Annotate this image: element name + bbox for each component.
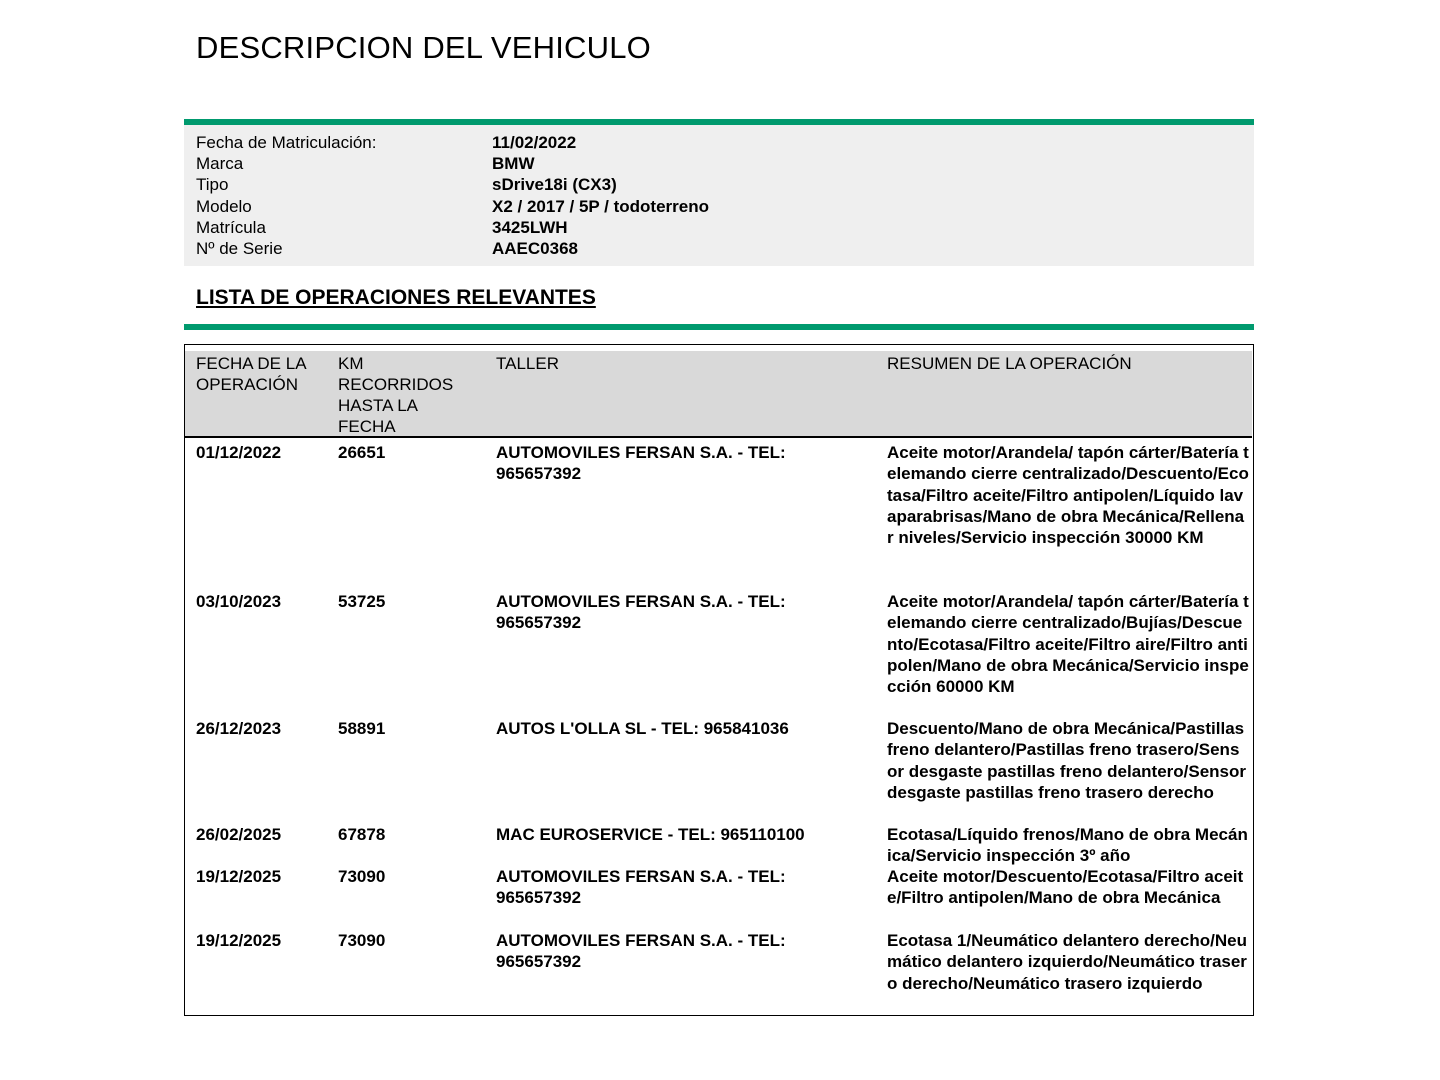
- operation-km: 58891: [338, 719, 386, 738]
- info-value: AAEC0368: [492, 239, 578, 258]
- operation-date: 19/12/2025: [196, 867, 282, 886]
- section-title: LISTA DE OPERACIONES RELEVANTES: [196, 286, 596, 309]
- operation-km: 73090: [338, 931, 386, 950]
- operations-table: [184, 344, 1254, 1016]
- vehicle-info-row: [184, 153, 1254, 174]
- operation-taller: AUTOS L'OLLA SL - TEL: 965841036: [496, 719, 789, 738]
- vehicle-info-row: [184, 217, 1254, 238]
- operation-resumen: Ecotasa/Líquido frenos/Mano de obra Mecánica/Servicio inspección 3º año: [887, 825, 1248, 866]
- operation-km: 53725: [338, 592, 386, 611]
- operation-resumen: Ecotasa 1/Neumático delantero derecho/Neumático delantero izquierdo/Neumático trasero derecho/Neumático trasero izquierdo: [887, 931, 1247, 993]
- operation-date: 26/02/2025: [196, 825, 282, 844]
- operation-km: 26651: [338, 443, 386, 462]
- operation-taller: AUTOMOVILES FERSAN S.A. - TEL: 965657392: [496, 443, 786, 484]
- operation-km: 73090: [338, 867, 386, 886]
- vehicle-info-panel: [184, 125, 1254, 266]
- info-value: 3425LWH: [492, 218, 568, 237]
- operation-km: 67878: [338, 825, 386, 844]
- operation-taller: AUTOMOVILES FERSAN S.A. - TEL: 965657392: [496, 592, 786, 633]
- info-value: sDrive18i (CX3): [492, 175, 617, 194]
- info-value: BMW: [492, 154, 535, 173]
- info-label: Tipo: [196, 175, 229, 194]
- info-label: Marca: [196, 154, 244, 173]
- operation-taller: AUTOMOVILES FERSAN S.A. - TEL: 965657392: [496, 867, 786, 908]
- operation-date: 19/12/2025: [196, 931, 282, 950]
- header-taller: TALLER: [496, 354, 559, 373]
- operation-taller: MAC EUROSERVICE - TEL: 965110100: [496, 825, 805, 844]
- info-label: Fecha de Matriculación:: [196, 133, 377, 152]
- operation-taller: AUTOMOVILES FERSAN S.A. - TEL: 965657392: [496, 931, 786, 972]
- info-label: Matrícula: [196, 218, 266, 237]
- operation-date: 26/12/2023: [196, 719, 282, 738]
- divider-bar-bottom: [184, 324, 1254, 330]
- vehicle-info-row: [184, 174, 1254, 195]
- vehicle-info-row: [184, 238, 1254, 259]
- operation-date: 03/10/2023: [196, 592, 282, 611]
- header-km: KM RECORRIDOS HASTA LA FECHA: [338, 354, 454, 436]
- vehicle-info-row: [184, 132, 1254, 153]
- info-value: 11/02/2022: [492, 133, 577, 152]
- header-resumen: RESUMEN DE LA OPERACIÓN: [887, 354, 1132, 373]
- operation-date: 01/12/2022: [196, 443, 282, 462]
- info-label: Nº de Serie: [196, 239, 283, 258]
- info-value: X2 / 2017 / 5P / todoterreno: [492, 197, 709, 216]
- operation-resumen: Descuento/Mano de obra Mecánica/Pastillas freno delantero/Pastillas freno trasero/Sensor desgaste pastillas freno delantero/Sensor desgaste pastillas freno trasero derecho: [887, 719, 1247, 802]
- vehicle-info-row: [184, 196, 1254, 217]
- page-title: DESCRIPCION DEL VEHICULO: [196, 30, 651, 65]
- operation-resumen: Aceite motor/Arandela/ tapón cárter/Batería telemando cierre centralizado/Bujías/Descuento/Ecotasa/Filtro aceite/Filtro aire/Filtro antipolen/Mano de obra Mecánica/Servicio inspección 60000 KM: [887, 592, 1249, 697]
- operation-resumen: Aceite motor/Arandela/ tapón cárter/Batería telemando cierre centralizado/Descuento/Ecotasa/Filtro aceite/Filtro antipolen/Líquido lavaparabrisas/Mano de obra Mecánica/Rellenar niveles/Servicio inspección 30000 KM: [887, 443, 1249, 548]
- info-label: Modelo: [196, 197, 252, 216]
- operation-resumen: Aceite motor/Descuento/Ecotasa/Filtro aceite/Filtro antipolen/Mano de obra Mecánica: [887, 867, 1244, 908]
- table-header: [185, 351, 1252, 438]
- header-date: FECHA DE LA OPERACIÓN: [196, 354, 306, 394]
